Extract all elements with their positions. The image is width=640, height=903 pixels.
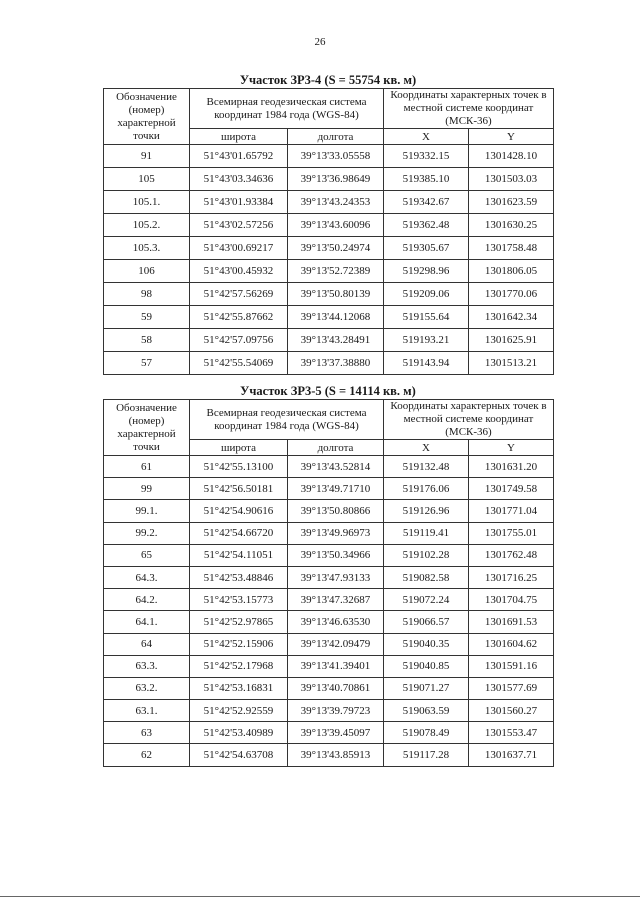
header-designation: Обозначение (номер) характерной точки [104,89,190,145]
longitude-cell: 39°13'52.72389 [288,260,384,283]
y-cell: 1301755.01 [469,522,554,544]
table-row [104,306,554,329]
x-cell: 519071.27 [384,677,469,699]
latitude-cell: 51°42'56.50181 [190,478,288,500]
y-cell: 1301560.27 [469,700,554,722]
latitude-cell: 51°42'52.92559 [190,700,288,722]
y-cell: 1301691.53 [469,611,554,633]
longitude-cell: 39°13'43.85913 [288,744,384,766]
table-row [104,500,554,522]
point-id-cell: 64.2. [104,589,190,611]
header-latitude: широта [190,440,288,456]
y-cell: 1301770.06 [469,283,554,306]
point-id-cell: 91 [104,145,190,168]
table-row [104,522,554,544]
longitude-cell: 39°13'49.96973 [288,522,384,544]
point-id-cell: 63.1. [104,700,190,722]
latitude-cell: 51°42'54.66720 [190,522,288,544]
point-id-cell: 63.2. [104,677,190,699]
x-cell: 519298.96 [384,260,469,283]
longitude-cell: 39°13'47.32687 [288,589,384,611]
latitude-cell: 51°42'57.56269 [190,283,288,306]
y-cell: 1301604.62 [469,633,554,655]
longitude-cell: 39°13'43.60096 [288,214,384,237]
latitude-cell: 51°42'54.90616 [190,500,288,522]
latitude-cell: 51°42'52.15906 [190,633,288,655]
y-cell: 1301625.91 [469,329,554,352]
x-cell: 519063.59 [384,700,469,722]
latitude-cell: 51°42'55.87662 [190,306,288,329]
longitude-cell: 39°13'41.39401 [288,655,384,677]
table-row [104,544,554,566]
latitude-cell: 51°42'55.54069 [190,352,288,375]
y-cell: 1301758.48 [469,237,554,260]
section-zr3-5 [103,383,553,767]
latitude-cell: 51°42'52.97865 [190,611,288,633]
y-cell: 1301503.03 [469,168,554,191]
point-id-cell: 105 [104,168,190,191]
x-cell: 519209.06 [384,283,469,306]
x-cell: 519193.21 [384,329,469,352]
x-cell: 519102.28 [384,544,469,566]
x-cell: 519082.58 [384,566,469,588]
point-id-cell: 105.2. [104,214,190,237]
x-cell: 519385.10 [384,168,469,191]
point-id-cell: 64.1. [104,611,190,633]
x-cell: 519117.28 [384,744,469,766]
table-row [104,237,554,260]
latitude-cell: 51°42'53.16831 [190,677,288,699]
x-cell: 519332.15 [384,145,469,168]
latitude-cell: 51°42'54.63708 [190,744,288,766]
y-cell: 1301762.48 [469,544,554,566]
latitude-cell: 51°42'53.15773 [190,589,288,611]
point-id-cell: 57 [104,352,190,375]
table-row [104,566,554,588]
bottom-rule [0,896,640,897]
longitude-cell: 39°13'39.45097 [288,722,384,744]
header-x: X [384,129,469,145]
x-cell: 519362.48 [384,214,469,237]
table-row [104,168,554,191]
table-row [104,722,554,744]
longitude-cell: 39°13'50.34966 [288,544,384,566]
latitude-cell: 51°42'55.13100 [190,456,288,478]
table-row [104,677,554,699]
x-cell: 519132.48 [384,456,469,478]
y-cell: 1301704.75 [469,589,554,611]
table-row [104,633,554,655]
latitude-cell: 51°43'00.69217 [190,237,288,260]
header-wgs: Всемирная геодезическая система координат 1984 года (WGS-84) [190,400,384,440]
x-cell: 519119.41 [384,522,469,544]
latitude-cell: 51°43'01.65792 [190,145,288,168]
point-id-cell: 105.3. [104,237,190,260]
section-title: Участок ЗР3-5 (S = 14114 кв. м) [240,384,416,398]
longitude-cell: 39°13'44.12068 [288,306,384,329]
latitude-cell: 51°43'00.45932 [190,260,288,283]
table-row [104,145,554,168]
latitude-cell: 51°43'01.93384 [190,191,288,214]
point-id-cell: 61 [104,456,190,478]
longitude-cell: 39°13'42.09479 [288,633,384,655]
x-cell: 519143.94 [384,352,469,375]
header-x: X [384,440,469,456]
table-row [104,700,554,722]
y-cell: 1301716.25 [469,566,554,588]
point-id-cell: 63 [104,722,190,744]
point-id-cell: 99.2. [104,522,190,544]
longitude-cell: 39°13'50.24974 [288,237,384,260]
table-row [104,191,554,214]
point-id-cell: 59 [104,306,190,329]
table-row [104,589,554,611]
y-cell: 1301749.58 [469,478,554,500]
latitude-cell: 51°42'57.09756 [190,329,288,352]
table-row [104,329,554,352]
longitude-cell: 39°13'50.80139 [288,283,384,306]
longitude-cell: 39°13'47.93133 [288,566,384,588]
point-id-cell: 105.1. [104,191,190,214]
y-cell: 1301577.69 [469,677,554,699]
point-id-cell: 63.3. [104,655,190,677]
longitude-cell: 39°13'49.71710 [288,478,384,500]
table-row [104,456,554,478]
x-cell: 519078.49 [384,722,469,744]
header-y: Y [469,440,554,456]
latitude-cell: 51°42'53.48846 [190,566,288,588]
table-row [104,214,554,237]
coordinates-table [103,88,554,375]
point-id-cell: 98 [104,283,190,306]
table-row [104,283,554,306]
longitude-cell: 39°13'46.63530 [288,611,384,633]
longitude-cell: 39°13'50.80866 [288,500,384,522]
x-cell: 519305.67 [384,237,469,260]
coordinates-table [103,399,554,767]
header-wgs: Всемирная геодезическая система координат 1984 года (WGS-84) [190,89,384,129]
x-cell: 519155.64 [384,306,469,329]
latitude-cell: 51°42'54.11051 [190,544,288,566]
page-number: 26 [314,36,326,48]
table-row [104,611,554,633]
y-cell: 1301553.47 [469,722,554,744]
y-cell: 1301623.59 [469,191,554,214]
longitude-cell: 39°13'33.05558 [288,145,384,168]
header-designation: Обозначение (номер) характерной точки [104,400,190,456]
table-row [104,744,554,766]
point-id-cell: 99 [104,478,190,500]
x-cell: 519040.85 [384,655,469,677]
latitude-cell: 51°42'52.17968 [190,655,288,677]
longitude-cell: 39°13'37.38880 [288,352,384,375]
longitude-cell: 39°13'43.28491 [288,329,384,352]
point-id-cell: 65 [104,544,190,566]
x-cell: 519126.96 [384,500,469,522]
table-row [104,352,554,375]
y-cell: 1301630.25 [469,214,554,237]
point-id-cell: 64.3. [104,566,190,588]
point-id-cell: 106 [104,260,190,283]
y-cell: 1301428.10 [469,145,554,168]
x-cell: 519066.57 [384,611,469,633]
header-y: Y [469,129,554,145]
longitude-cell: 39°13'40.70861 [288,677,384,699]
header-local: Координаты характерных точек в местной системе координат (МСК-36) [384,400,554,440]
y-cell: 1301513.21 [469,352,554,375]
latitude-cell: 51°43'03.34636 [190,168,288,191]
x-cell: 519072.24 [384,589,469,611]
latitude-cell: 51°42'53.40989 [190,722,288,744]
longitude-cell: 39°13'36.98649 [288,168,384,191]
table-row [104,260,554,283]
header-longitude: долгота [288,440,384,456]
x-cell: 519176.06 [384,478,469,500]
table-row [104,655,554,677]
y-cell: 1301637.71 [469,744,554,766]
y-cell: 1301642.34 [469,306,554,329]
section-zr3-4 [103,72,553,375]
latitude-cell: 51°43'02.57256 [190,214,288,237]
table-row [104,478,554,500]
longitude-cell: 39°13'43.24353 [288,191,384,214]
y-cell: 1301806.05 [469,260,554,283]
x-cell: 519342.67 [384,191,469,214]
point-id-cell: 64 [104,633,190,655]
point-id-cell: 58 [104,329,190,352]
y-cell: 1301591.16 [469,655,554,677]
y-cell: 1301631.20 [469,456,554,478]
section-title: Участок ЗР3-4 (S = 55754 кв. м) [239,73,417,87]
header-local: Координаты характерных точек в местной системе координат (МСК-36) [384,89,554,129]
longitude-cell: 39°13'39.79723 [288,700,384,722]
header-latitude: широта [190,129,288,145]
y-cell: 1301771.04 [469,500,554,522]
point-id-cell: 62 [104,744,190,766]
longitude-cell: 39°13'43.52814 [288,456,384,478]
point-id-cell: 99.1. [104,500,190,522]
x-cell: 519040.35 [384,633,469,655]
header-longitude: долгота [288,129,384,145]
